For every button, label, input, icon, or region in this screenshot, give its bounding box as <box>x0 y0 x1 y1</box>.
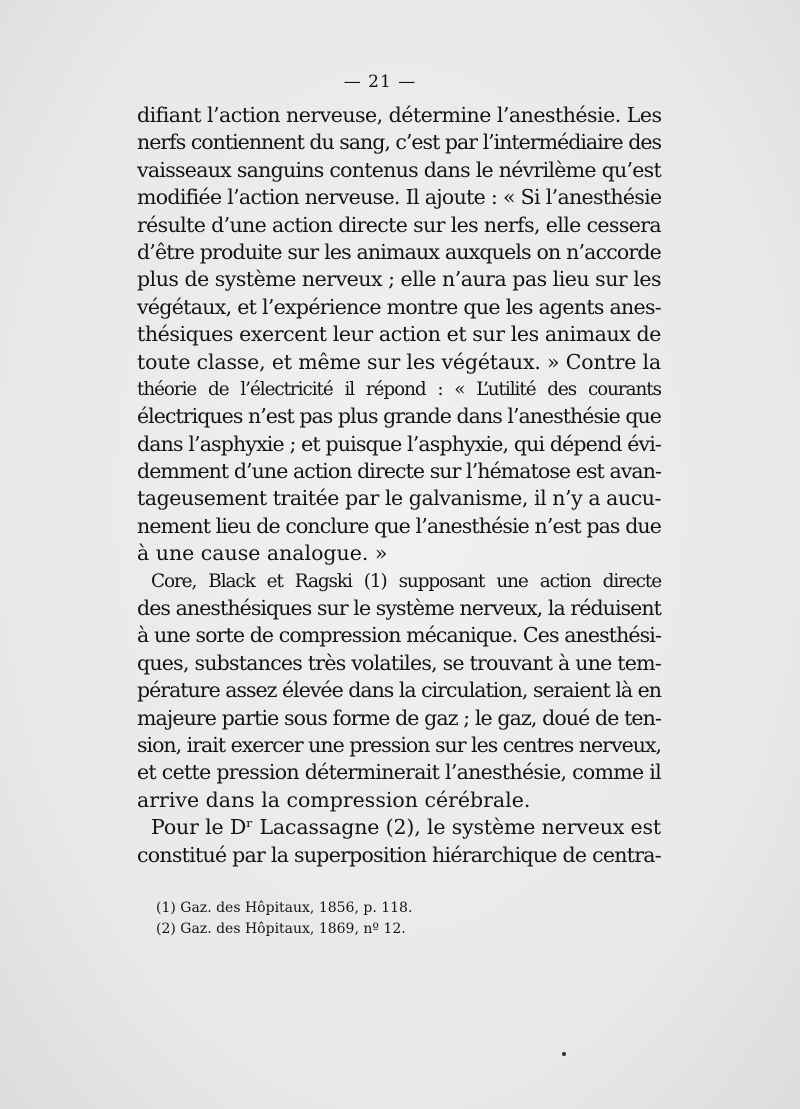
text-line: modifiée l’action nerveuse. Il ajoute : « Si l’anesthésie <box>137 185 662 210</box>
page-number: — 21 — <box>343 72 417 92</box>
text-line: électriques n’est pas plus grande dans l’anesthésie que <box>137 404 661 429</box>
text-line: tageusement traitée par le galvanisme, il n’y a aucu- <box>137 486 661 511</box>
text-line: difiant l’action nerveuse, détermine l’anesthésie. Les <box>137 103 662 127</box>
text-line: sion, irait exercer une pression sur les centres nerveux, <box>137 732 661 757</box>
text-line: résulte d’une action directe sur les nerfs, elle cessera <box>137 212 661 237</box>
text-line: demment d’une action directe sur l’hématose est avan- <box>137 459 661 484</box>
paragraph-start-line: Core, Black et Ragski (1) supposant une action directe <box>151 570 661 592</box>
paragraph-start-line: Pour le Dʳ Lacassagne (2), le système nerveux est <box>151 815 661 840</box>
text-line: théorie de l’électricité il répond : « L’utilité des courants <box>137 378 661 400</box>
text-line: des anesthésiques sur le système nerveux, la réduisent <box>137 596 661 621</box>
text-line: thésiques exercent leur action et sur les animaux de <box>137 322 661 347</box>
text-line: plus de système nerveux ; elle n’aura pas lieu sur les <box>137 267 661 292</box>
text-line: pérature assez élevée dans la circulation, seraient là en <box>137 678 661 703</box>
text-line: et cette pression déterminerait l’anesthésie, comme il <box>137 760 661 785</box>
text-line: toute classe, et même sur les végétaux. » Contre la <box>137 349 661 374</box>
body-text <box>137 102 661 869</box>
text-line: à une sorte de compression mécanique. Ces anesthési- <box>137 623 661 648</box>
text-line: nerfs contiennent du sang, c’est par l’intermédiaire des <box>137 130 661 155</box>
text-line: nement lieu de conclure que l’anesthésie n’est pas due <box>137 513 661 538</box>
text-line: végétaux, et l’expérience montre que les agents anes- <box>137 294 661 319</box>
paragraph-end-line: arrive dans la compression cérébrale. <box>137 787 531 812</box>
text-line: dans l’asphyxie ; et puisque l’asphyxie, qui dépend évi- <box>137 431 661 456</box>
text-line: constitué par la superposition hiérarchique de centra- <box>137 842 661 867</box>
text-line: d’être produite sur les animaux auxquels on n’accorde <box>137 239 661 264</box>
paragraph-end-line: à une cause analogue. » <box>137 541 388 566</box>
ink-speck <box>562 1052 566 1056</box>
footnotes <box>156 898 656 940</box>
text-line: vaisseaux sanguins contenus dans le névrilème qu’est <box>137 157 661 182</box>
footnote-2: (2) Gaz. des Hôpitaux, 1869, nº 12. <box>156 921 406 937</box>
footnote-1: (1) Gaz. des Hôpitaux, 1856, p. 118. <box>156 900 413 916</box>
text-line: ques, substances très volatiles, se trouvant à une tem- <box>137 650 662 675</box>
text-line: majeure partie sous forme de gaz ; le gaz, doué de ten- <box>137 705 661 730</box>
